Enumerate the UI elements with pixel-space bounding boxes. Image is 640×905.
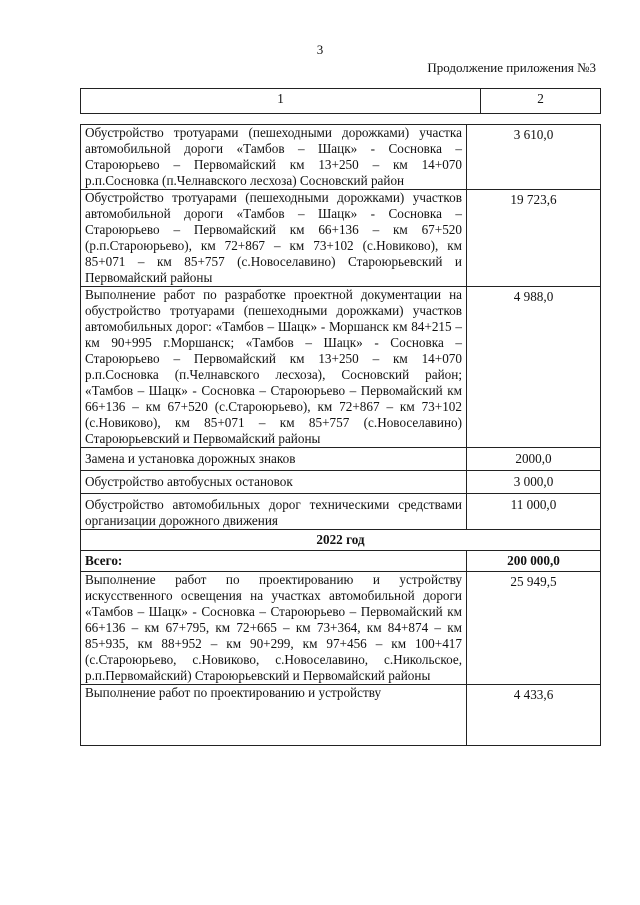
appendix-note: Продолжение приложения №3 (427, 60, 596, 75)
table-row (81, 572, 601, 685)
page-number: 3 (316, 42, 324, 57)
work-description: Выполнение работ по разработке проектной документации на обустройство тротуарами (пешеходными дорожками) участков автомобильных дорог: «Тамбов – Шацк» - Моршанск км 84+215 – км 90+995 г.Моршанск; «Тамбов – Шацк» - Сосновка – Староюрьево – Первомайский км 13+250 – км 14+070 р.п.Сосновка (п.Челнавского лесхоза), Сосновский район; «Тамбов – Шацк» - Сосновка – Староюрьево – Первомайский км 66+136 – км 67+520 (с.Староюрьево), км 72+867 – км 73+102 (с.Новиково), км 85+071 – км 85+757 (с.Новоселавино) Староюрьевский и Первомайский районы (81, 287, 467, 448)
work-description: Обустройство автомобильных дорог техническими средствами организации дорожного движения (81, 494, 467, 530)
table-row (81, 471, 601, 494)
work-amount: 4 433,6 (467, 685, 601, 746)
work-description: Обустройство автобусных остановок (81, 471, 467, 494)
year-heading: 2022 год (81, 530, 601, 551)
total-value: 200 000,0 (467, 551, 601, 572)
work-amount: 3 610,0 (467, 125, 601, 190)
table-row (81, 287, 601, 448)
column-header-row (81, 89, 601, 114)
work-description: Выполнение работ по проектированию и устройству искусственного освещения на участках автомобильной дороги «Тамбов – Шацк» - Сосновка – Староюрьево – Первомайский км 66+136 – км 67+795, км 72+665 – км 73+364, км 84+874 – км 85+935, км 88+952 – км 90+299, км 97+456 – км 100+417 (с.Староюрьево, с.Новиково, с.Новоселавино, с.Никольское, р.п.Первомайский) Староюрьевский и Первомайский районы (81, 572, 467, 685)
table-row (81, 685, 601, 746)
table-row (81, 448, 601, 471)
works-table (80, 124, 601, 746)
year-row (81, 530, 601, 551)
column-number-1: 1 (81, 89, 481, 114)
work-amount: 25 949,5 (467, 572, 601, 685)
work-description: Замена и установка дорожных знаков (81, 448, 467, 471)
work-amount: 11 000,0 (467, 494, 601, 530)
column-number-2: 2 (481, 89, 601, 114)
work-amount: 4 988,0 (467, 287, 601, 448)
total-row (81, 551, 601, 572)
work-description: Обустройство тротуарами (пешеходными дорожками) участков автомобильной дороги «Тамбов – Шацк» - Сосновка – Староюрьево – Первомайский км 66+136 – км 67+520 (р.п.Староюрьево), км 72+867 – км 73+102 (с.Новиково), км 85+071 – км 85+757 (с.Новоселавино) Староюрьевский и Первомайский районы (81, 190, 467, 287)
column-header-table (80, 88, 601, 114)
work-description: Обустройство тротуарами (пешеходными дорожками) участка автомобильной дороги «Тамбов – Шацк» - Сосновка – Староюрьево – Первомайский км 13+250 – км 14+070 р.п.Сосновка (п.Челнавского лесхоза) Сосновский район (81, 125, 467, 190)
work-description: Выполнение работ по проектированию и устройству (81, 685, 467, 746)
work-amount: 3 000,0 (467, 471, 601, 494)
table-row (81, 494, 601, 530)
table-row (81, 190, 601, 287)
table-row (81, 125, 601, 190)
work-amount: 2000,0 (467, 448, 601, 471)
total-label: Всего: (81, 551, 467, 572)
work-amount: 19 723,6 (467, 190, 601, 287)
